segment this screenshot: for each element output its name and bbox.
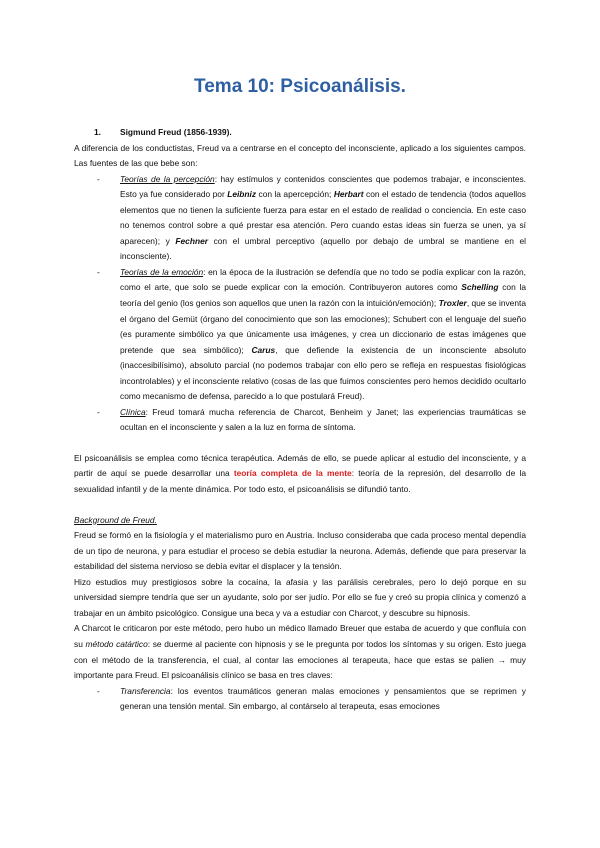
- spacer: [74, 498, 526, 513]
- background-paragraph-2: Hizo estudios muy prestigiosos sobre la cocaína, la afasia y las parálisis cerebrales, pero lo dejó porque en su universidad siempre tendría que ser un ayudante, solo por ser judío. Por ello se fue y creó su propia clínica y comenzó a trabajar en un ámbito psicológico. Consigue una beca y va a estudiar con Charcot, y descubre su hipnosis.: [74, 576, 526, 618]
- page-title: Tema 10: Psicoanálisis.: [194, 76, 406, 97]
- text-run: : en la época de la ilustración se defendía que no todo se podía explicar con la razón, como el arte, que solo se puede explicar con la emoción. Contribuyeron autores como: [120, 266, 526, 293]
- subheading-text: Background de Freud.: [74, 514, 157, 525]
- text-run: : se duerme al paciente con hipnosis y se le pregunta por todos los síntomas y su origen. Esto juega con el método de la transferencia, el cual, al contar las emociones al terapeuta, hace que estas se palien → muy importante para Freud. El psicoanálisis clínico se basa en tres claves:: [74, 638, 526, 681]
- section-title: Sigmund Freud (1856-1939).: [120, 127, 232, 137]
- term-label: Transferencia: [120, 685, 171, 696]
- sources-list: [74, 172, 526, 436]
- keys-list: [74, 684, 526, 715]
- list-item-transferencia: [97, 684, 526, 715]
- dash-bullet: -: [97, 406, 100, 417]
- text-run: con el umbral perceptivo (aquello por debajo de umbral se mantiene en el inconsciente).: [120, 235, 526, 262]
- text-run: : hay estímulos y contenidos conscientes que podemos trabajar, e inconscientes. Esto ya fue considerado por: [120, 173, 526, 200]
- dash-bullet: -: [97, 685, 100, 696]
- dash-bullet: -: [97, 173, 100, 184]
- background-paragraph-1: Freud se formó en la fisiología y el materialismo puro en Austria. Incluso consideraba que cada proceso mental dependía de un tipo de neurona, y para estudiar el proceso se debía estudiar la neurona. Además, defiende que para preservar la estabilidad del sistema nervioso se debía evitar el displacer y la tensión.: [74, 530, 526, 572]
- therapy-paragraph: [74, 451, 526, 498]
- text-run: A Charcot le criticaron por este método, pero hubo un médico llamado Breuer que estaba de acuerdo y que confluía con su: [74, 623, 526, 649]
- highlight-text: teoría completa de la mente: [233, 468, 352, 479]
- italic-term: método catártico: [85, 638, 148, 649]
- text-run: con el estado de tendencia (todos aquellos elementos que no tienen la suficiente fuerza para estar en el estado de realidad o conciencia. En este caso no tenemos control sobre a qué prestar esa atención. Pero cuando estas ideas sin fuerza se unen, ya sí aparecen); y: [120, 189, 526, 246]
- author-name: Herbart: [333, 189, 364, 200]
- section-heading: [94, 125, 526, 141]
- text-run: : Freud tomará mucha referencia de Charcot, Benheim y Janet; las experiencias traumáticas se ocultan en el inconsciente y salen a la luz en forma de síntoma.: [120, 406, 526, 433]
- list-item-emocion: [97, 265, 526, 405]
- term-label: Clínica: [120, 406, 146, 417]
- spacer: [74, 436, 526, 451]
- background-heading: [74, 513, 526, 529]
- author-name: Carus: [251, 344, 276, 355]
- author-name: Fechner: [175, 235, 208, 246]
- document-body: [74, 125, 526, 715]
- text-run: con la teoría del genio (los genios son aquellos que unen la razón con la intuición/emoción);: [120, 282, 526, 309]
- author-name: Troxler: [438, 298, 467, 309]
- text-run: con la apercepción;: [256, 189, 334, 200]
- term-label: Teorías de la percepción: [120, 173, 215, 184]
- term-label: Teorías de la emoción: [120, 266, 204, 277]
- list-item-clinica: [97, 405, 526, 436]
- background-paragraph-3: [74, 621, 526, 683]
- author-name: Schelling: [461, 282, 499, 293]
- text-run: , que defiende la existencia de un inconsciente absoluto (inaccesibilísimo), absoluto parcial (no podemos trabajar con ello pero se refleja en respuestas fisiológicas incontrolables) y el inconsciente relativo (cosas de las que fuimos conscientes pero hemos decidido ocultarlo como mecanismo de defensa, parecido a lo que postulará Freud).: [120, 344, 526, 402]
- list-item-percepcion: [97, 172, 526, 265]
- intro-paragraph: A diferencia de los conductistas, Freud va a centrarse en el concepto del inconsciente, aplicado a los siguientes campos. Las fuentes de las que bebe son:: [74, 142, 526, 169]
- author-name: Leibniz: [227, 189, 257, 200]
- text-run: El psicoanálisis se emplea como técnica terapéutica. Además de ello, se puede aplicar al estudio del inconsciente, y a partir de aquí se puede desarrollar una: [74, 452, 526, 479]
- text-run: : los eventos traumáticos generan malas emociones y pensamientos que se reprimen y generan una tensión mental. Sin embargo, al contárselo al terapeuta, esas emociones: [120, 685, 526, 712]
- text-run: : teoría de la represión, del desarrollo de la sexualidad infantil y de la mente dinámica. Por todo esto, el psicoanálisis se difundió tanto.: [74, 468, 526, 495]
- text-run: , que se inventa el órgano del Gemüt (órgano del conocimiento que son las emociones); Schubert con el lenguaje del sueño (es puramente simbólico ya que únicamente usa imágenes, y crea un diccionario de estas imágenes que pretende que sea simbólico);: [120, 298, 526, 355]
- section-number: 1.: [94, 127, 101, 137]
- dash-bullet: -: [97, 266, 100, 277]
